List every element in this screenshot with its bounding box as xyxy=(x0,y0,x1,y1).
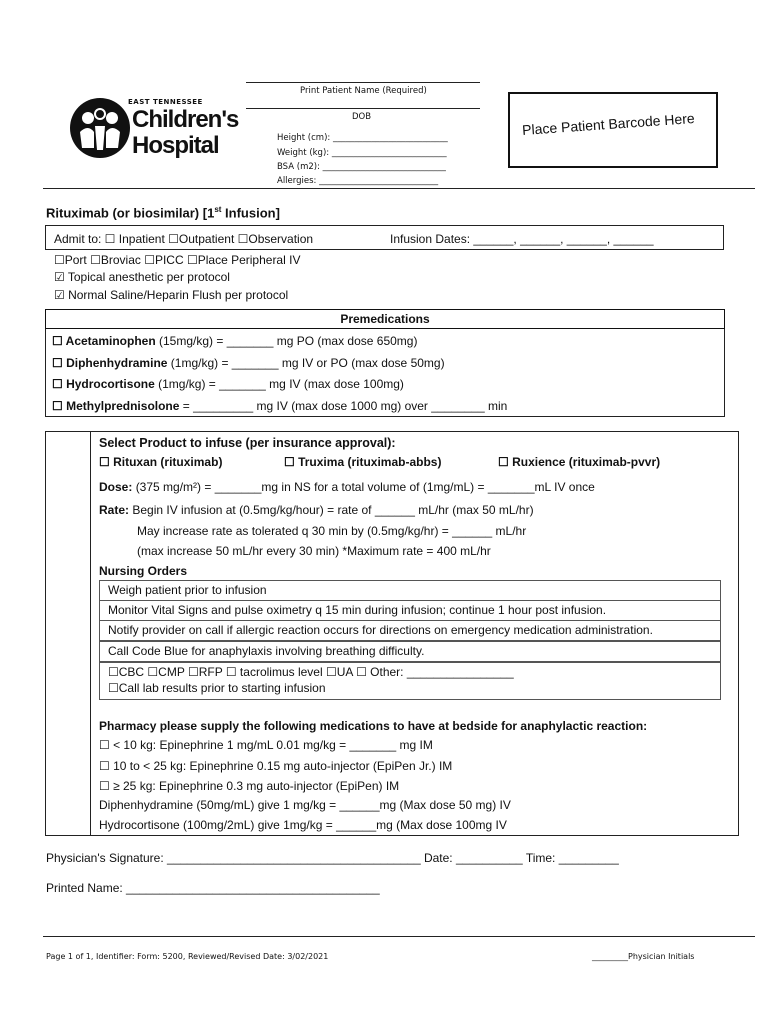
height-field[interactable]: Height (cm): ___________________________ xyxy=(277,133,448,143)
admit-box xyxy=(45,225,724,250)
product-option-truxima[interactable]: ☐ Truxima (rituximab-abbs) xyxy=(284,455,442,469)
dob-label: DOB xyxy=(352,112,372,122)
hospital-name-line1: Children's xyxy=(132,106,239,133)
dose-line[interactable]: Dose: (375 mg/m²) = _______mg in NS for a total volume of (1mg/mL) = _______mL IV once xyxy=(99,480,595,494)
pharmacy-line[interactable]: ☐ < 10 kg: Epinephrine 1 mg/mL 0.01 mg/kg = _______ mg IM xyxy=(99,738,433,752)
premedications-header: Premedications xyxy=(45,309,725,329)
infusion-dates[interactable]: Infusion Dates: ______, ______, ______, ______ xyxy=(390,232,654,246)
printed-name-field[interactable]: Printed Name: ______________________________________ xyxy=(46,881,380,895)
nursing-order-row: Monitor Vital Signs and pulse oximetry q 15 min during infusion; continue 1 hour post infusion. xyxy=(99,600,721,621)
pharmacy-line[interactable]: ☐ 10 to < 25 kg: Epinephrine 0.15 mg auto-injector (EpiPen Jr.) IM xyxy=(99,759,453,773)
pharmacy-line[interactable]: ☐ ≥ 25 kg: Epinephrine 0.3 mg auto-injector (EpiPen) IM xyxy=(99,779,400,793)
barcode-box xyxy=(508,92,718,168)
rate-line-1[interactable]: Rate: Begin IV infusion at (0.5mg/kg/hour) = rate of ______ mL/hr (max 50 mL/hr) xyxy=(99,503,534,517)
pharmacy-heading: Pharmacy please supply the following medications to have at bedside for anaphylactic reaction: xyxy=(99,719,648,733)
nursing-order-row: Call Code Blue for anaphylaxis involving breathing difficulty. xyxy=(99,641,721,662)
nursing-order-row: Weigh patient prior to infusion xyxy=(99,580,721,601)
hospital-name-line2: Hospital xyxy=(132,132,219,159)
nursing-orders-heading: Nursing Orders xyxy=(99,564,188,578)
hospital-region: EAST TENNESSEE xyxy=(128,98,203,106)
logo-figures-icon xyxy=(68,96,132,160)
pharmacy-line: Diphenhydramine (50mg/mL) give 1 mg/kg = ______mg (Max dose 50 mg) IV xyxy=(99,798,511,812)
labs-call-results[interactable]: ☐Call lab results prior to starting infusion xyxy=(108,681,326,695)
admit-options[interactable]: Admit to: ☐ Inpatient ☐Outpatient ☐Observation xyxy=(54,232,314,246)
rate-line-3: (max increase 50 mL/hr every 30 min) *Maximum rate = 400 mL/hr xyxy=(137,544,491,558)
flush-checkbox[interactable]: ☑ Normal Saline/Heparin Flush per protocol xyxy=(54,288,289,302)
product-section-left-rule xyxy=(90,431,91,836)
header-divider xyxy=(43,188,755,189)
pharmacy-line: Hydrocortisone (100mg/2mL) give 1mg/kg = ______mg (Max dose 100mg IV xyxy=(99,818,507,832)
barcode-label: Place Patient Barcode Here xyxy=(521,109,696,139)
labs-options[interactable]: ☐CBC ☐CMP ☐RFP ☐ tacrolimus level ☐UA ☐ Other: ________________ xyxy=(108,665,514,679)
labs-row[interactable] xyxy=(99,662,721,700)
premed-methylprednisolone[interactable]: ☐ Methylprednisolone = _________ mg IV (max dose 1000 mg) over ________ min xyxy=(52,399,508,413)
nursing-order-row: Notify provider on call if allergic reaction occurs for directions on emergency medication administration. xyxy=(99,620,721,641)
footer-identifier: Page 1 of 1, Identifier: Form: 5200, Reviewed/Revised Date: 3/02/2021 xyxy=(46,952,329,961)
product-option-rituxan[interactable]: ☐ Rituxan (rituximab) xyxy=(99,455,223,469)
patient-name-line xyxy=(246,82,480,83)
product-heading: Select Product to infuse (per insurance approval): xyxy=(99,436,396,450)
rate-line-2[interactable]: May increase rate as tolerated q 30 min by (0.5mg/kg/hr) = ______ mL/hr xyxy=(137,524,527,538)
allergies-field[interactable]: Allergies: ____________________________ xyxy=(277,176,439,186)
hospital-logo xyxy=(68,96,239,166)
dob-line xyxy=(246,108,480,109)
weight-field[interactable]: Weight (kg): ___________________________ xyxy=(277,148,447,158)
patient-name-label: Print Patient Name (Required) xyxy=(300,86,427,96)
access-options[interactable]: ☐Port ☐Broviac ☐PICC ☐Place Peripheral IV xyxy=(54,253,301,267)
physician-initials[interactable]: _________Physician Initials xyxy=(592,952,695,961)
bsa-field[interactable]: BSA (m2): _____________________________ xyxy=(277,162,446,172)
form-title: Rituximab (or biosimilar) [1st Infusion] xyxy=(46,205,280,221)
premed-hydrocortisone[interactable]: ☐ Hydrocortisone (1mg/kg) = _______ mg IV (max dose 100mg) xyxy=(52,377,404,391)
physician-signature-field[interactable]: Physician's Signature: ______________________________________ Date: __________ Time: _________ xyxy=(46,851,619,865)
premed-diphenhydramine[interactable]: ☐ Diphenhydramine (1mg/kg) = _______ mg IV or PO (max dose 50mg) xyxy=(52,356,445,370)
topical-anesthetic-checkbox[interactable]: ☑ Topical anesthetic per protocol xyxy=(54,270,230,284)
footer-divider xyxy=(43,936,755,937)
premed-acetaminophen[interactable]: ☐ Acetaminophen (15mg/kg) = _______ mg PO (max dose 650mg) xyxy=(52,334,418,348)
product-option-ruxience[interactable]: ☐ Ruxience (rituximab-pvvr) xyxy=(498,455,661,469)
